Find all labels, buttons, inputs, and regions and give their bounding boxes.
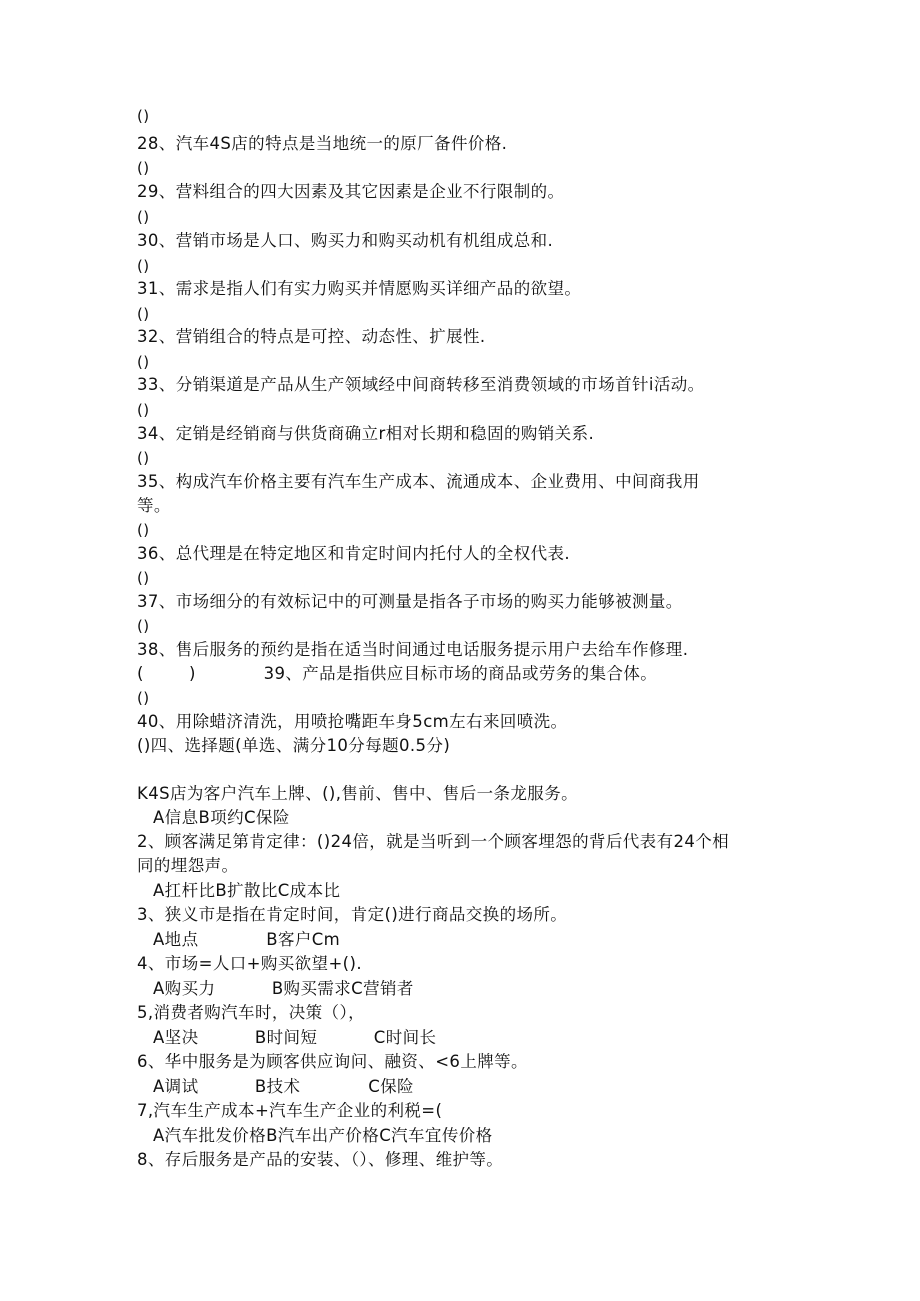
- question-35-continued: 等。: [137, 496, 171, 515]
- answer-blank: (): [137, 107, 150, 125]
- answer-blank: (): [137, 689, 150, 707]
- choice-question-7: 7,汽车生产成本+汽车生产企业的利税=(: [137, 1101, 443, 1120]
- answer-blank: (): [137, 159, 150, 177]
- answer-blank: (): [137, 257, 150, 275]
- answer-blank: (): [137, 305, 150, 323]
- choice-question-3: 3、狭义市是指在肯定时间，肯定()进行商品交换的场所。: [137, 905, 568, 924]
- question-36: 36、总代理是在特定地区和肯定时间内托付人的全权代表.: [137, 544, 571, 563]
- question-37: 37、市场细分的有效标记中的可测量是指各子市场的购买力能够被测量。: [137, 592, 683, 611]
- choice-options-7: A汽车批发价格B汽车出产价格C汽车宜传价格: [153, 1126, 493, 1145]
- answer-blank: (): [137, 401, 150, 419]
- question-28: 28、汽车4S店的特点是当地统一的原厂备件价格.: [137, 134, 508, 153]
- question-31: 31、需求是指人们有实力购买并情愿购买详细产品的欲望。: [137, 279, 582, 298]
- section-heading-choice: ()四、选择题(单选、满分10分每题0.5分): [137, 736, 451, 755]
- choice-question-2: 2、顾客满足第肯定律：()24倍，就是当听到一个顾客埋怨的背后代表有24个相: [137, 832, 730, 851]
- answer-blank: (): [137, 208, 150, 226]
- question-38: 38、售后服务的预约是指在适当时间通过电话服务提示用户去给车作修理.: [137, 640, 689, 659]
- question-39: ( ) 39、产品是指供应目标市场的商品或劳务的集合体。: [137, 664, 658, 683]
- answer-blank: (): [137, 449, 150, 467]
- choice-options-2: A扛杆比B扩散比C成本比: [153, 881, 341, 900]
- choice-options-4: A购买力 B购买需求C营销者: [153, 979, 414, 998]
- question-29: 29、营料组合的四大因素及其它因素是企业不行限制的。: [137, 182, 565, 201]
- choice-question-5: 5,消费者购汽车时，决策（），: [137, 1003, 365, 1022]
- question-35: 35、构成汽车价格主要有汽车生产成本、流通成本、企业费用、中间商我用: [137, 472, 700, 491]
- question-40: 40、用除蜡济清洗，用喷抢嘴距车身5cm左右来回喷洗。: [137, 712, 568, 731]
- choice-options-3: A地点 B客户Cm: [153, 930, 341, 949]
- answer-blank: (): [137, 521, 150, 539]
- choice-question-6: 6、华中服务是为顾客供应询问、融资、<6上牌等。: [137, 1052, 528, 1071]
- choice-question-8: 8、存后服务是产品的安装、（）、修理、维护等。: [137, 1150, 504, 1169]
- choice-options-6: A调试 B技术 C保险: [153, 1077, 414, 1096]
- answer-blank: (): [137, 569, 150, 587]
- question-30: 30、营销市场是人口、购买力和购买动机有机组成总和.: [137, 231, 554, 250]
- question-32: 32、营销组合的特点是可控、动态性、扩展性.: [137, 327, 486, 346]
- question-33: 33、分销渠道是产品从生产领域经中间商转移至消费领域的市场首针i活动。: [137, 375, 705, 394]
- answer-blank: (): [137, 353, 150, 371]
- choice-question-4: 4、市场=人口+购买欲望+().: [137, 954, 362, 973]
- question-34: 34、定销是经销商与供货商确立r相对长期和稳固的购销关系.: [137, 424, 595, 443]
- choice-options-1: A信息B项约C保险: [153, 808, 290, 827]
- choice-question-2-continued: 同的埋怨声。: [137, 856, 239, 875]
- choice-options-5: A坚决 B时间短 C时间长: [153, 1028, 437, 1047]
- choice-question-1: K4S店为客户汽车上牌、(),售前、售中、售后一条龙服务。: [137, 784, 579, 803]
- answer-blank: (): [137, 617, 150, 635]
